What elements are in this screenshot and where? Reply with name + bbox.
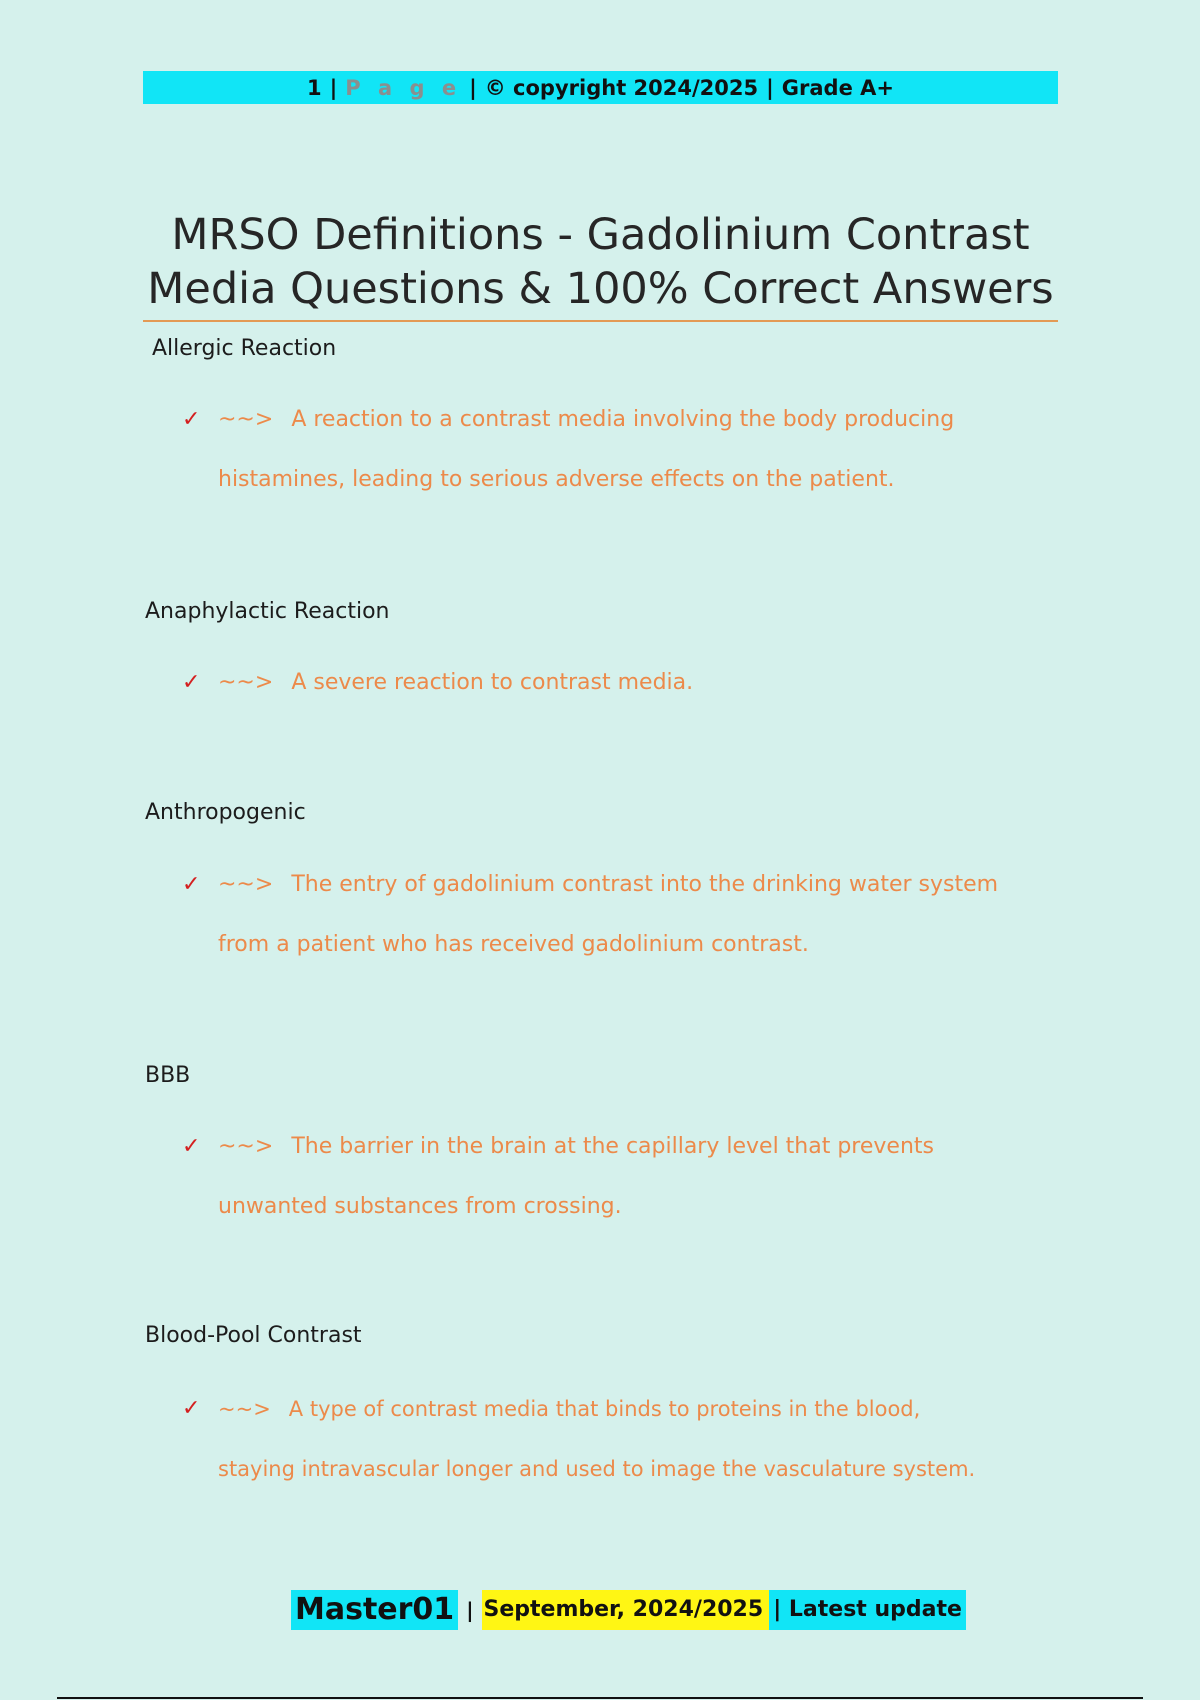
term-anthropogenic: Anthropogenic xyxy=(145,800,306,825)
footer-divider: | xyxy=(466,1598,474,1622)
definition-line: ~~> A severe reaction to contrast media. xyxy=(218,670,694,695)
check-mark-icon: ✓ xyxy=(182,872,201,897)
definition-blood-pool-contrast xyxy=(182,1379,976,1499)
title-line-1: MRSO Definitions - Gadolinium Contrast xyxy=(171,210,1030,260)
definition-line: histamines, leading to serious adverse effects on the patient. xyxy=(218,467,895,492)
definition-line: from a patient who has received gadolinium contrast. xyxy=(218,932,809,957)
title-underline xyxy=(143,320,1058,322)
definition-allergic-reaction xyxy=(182,390,955,510)
title-line-2: Media Questions & 100% Correct Answers xyxy=(147,264,1054,314)
term-allergic-reaction: Allergic Reaction xyxy=(152,336,337,361)
arrow-marker: ~~> xyxy=(218,670,274,695)
term-bbb: BBB xyxy=(145,1063,191,1088)
page-number: 1 xyxy=(307,75,322,100)
check-mark-icon: ✓ xyxy=(182,407,201,432)
grade-text: Grade A+ xyxy=(781,75,894,100)
check-mark-icon: ✓ xyxy=(182,1396,201,1421)
check-mark-icon: ✓ xyxy=(182,670,201,695)
page-word: P a g e xyxy=(345,75,462,100)
page-footer xyxy=(291,1590,966,1630)
term-blood-pool-contrast: Blood-Pool Contrast xyxy=(145,1323,362,1348)
term-anaphylactic-reaction: Anaphylactic Reaction xyxy=(145,599,390,624)
document-title xyxy=(143,208,1058,316)
page-header xyxy=(143,71,1058,104)
arrow-marker: ~~> xyxy=(218,872,274,897)
definition-line: ~~> The entry of gadolinium contrast into the drinking water system xyxy=(218,872,999,897)
bottom-rule xyxy=(57,1697,1143,1699)
definition-line: ~~> The barrier in the brain at the capillary level that prevents xyxy=(218,1134,934,1159)
footer-brand: Master01 xyxy=(291,1590,458,1630)
header-divider: | xyxy=(329,75,338,100)
arrow-marker: ~~> xyxy=(218,1397,271,1421)
check-mark-icon: ✓ xyxy=(182,1134,201,1159)
arrow-marker: ~~> xyxy=(218,1134,274,1159)
definition-anaphylactic-reaction xyxy=(182,653,694,713)
arrow-marker: ~~> xyxy=(218,407,274,432)
header-divider: | xyxy=(469,75,477,100)
definition-line: staying intravascular longer and used to image the vasculature system. xyxy=(218,1457,976,1481)
copyright-text: © copyright 2024/2025 xyxy=(484,75,759,100)
definition-line: unwanted substances from crossing. xyxy=(218,1194,622,1219)
definition-line: ~~> A type of contrast media that binds to proteins in the blood, xyxy=(218,1397,921,1421)
definition-bbb xyxy=(182,1117,934,1237)
definition-line: ~~> A reaction to a contrast media involving the body producing xyxy=(218,407,955,432)
header-divider: | xyxy=(766,75,774,100)
footer-update: | Latest update xyxy=(769,1590,966,1630)
footer-date: September, 2024/2025 xyxy=(482,1590,770,1630)
definition-anthropogenic xyxy=(182,855,999,975)
